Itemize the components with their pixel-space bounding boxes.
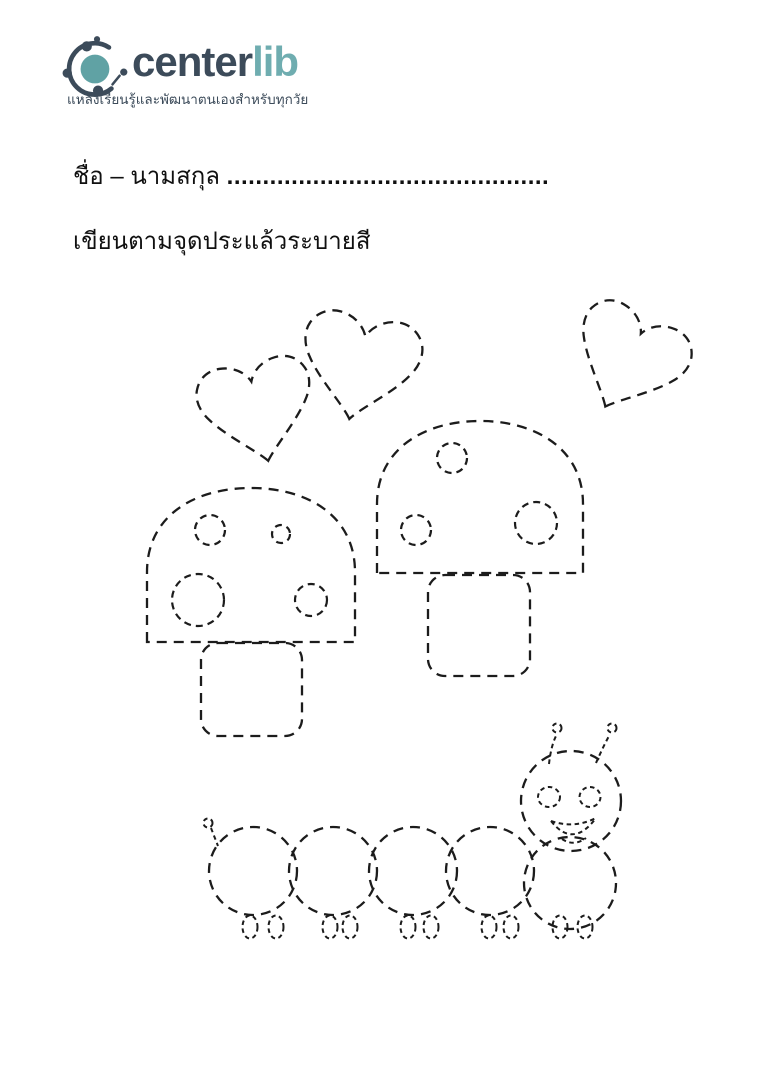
caterpillar-foot (482, 916, 497, 939)
caterpillar-foot (323, 916, 338, 939)
instruction-text: เขียนตามจุดประแล้วระบายสี (73, 228, 371, 255)
name-label: ชื่อ – นามสกุล (73, 163, 220, 190)
mushroom-right-outline (377, 421, 583, 676)
caterpillar-segment (289, 827, 377, 915)
heart-left-outline (192, 351, 324, 473)
caterpillar-segment (209, 827, 297, 915)
heart-middle-outline (291, 306, 427, 431)
caterpillar-foot (504, 916, 519, 939)
caterpillar-outline (204, 724, 622, 939)
caterpillar-tail-tip (204, 819, 213, 828)
heart-right-outline (554, 292, 700, 432)
caterpillar-segment (446, 827, 534, 915)
logo-word-lib: lib (252, 38, 299, 85)
logo-word-center: center (132, 38, 253, 85)
caterpillar-segment (369, 827, 457, 915)
caterpillar-antenna-tip (608, 724, 617, 733)
caterpillar-head (521, 751, 621, 851)
caterpillar-mouth (551, 818, 596, 824)
caterpillar-eye (538, 787, 560, 807)
caterpillar-foot (424, 916, 439, 939)
caterpillar-eye (580, 787, 601, 807)
caterpillar-foot (343, 916, 358, 939)
mushroom-left-outline (147, 488, 355, 736)
logo-tagline: แหล่งเรียนรู้และพัฒนาตนเองสำหรับทุกวัย (67, 92, 309, 107)
caterpillar-antenna-tip (553, 724, 562, 733)
caterpillar-segment (524, 837, 616, 929)
caterpillar-foot (243, 916, 258, 939)
caterpillar-foot (401, 916, 416, 939)
name-dotted-blank[interactable]: ............................................. (226, 163, 550, 190)
caterpillar-foot (269, 916, 284, 939)
